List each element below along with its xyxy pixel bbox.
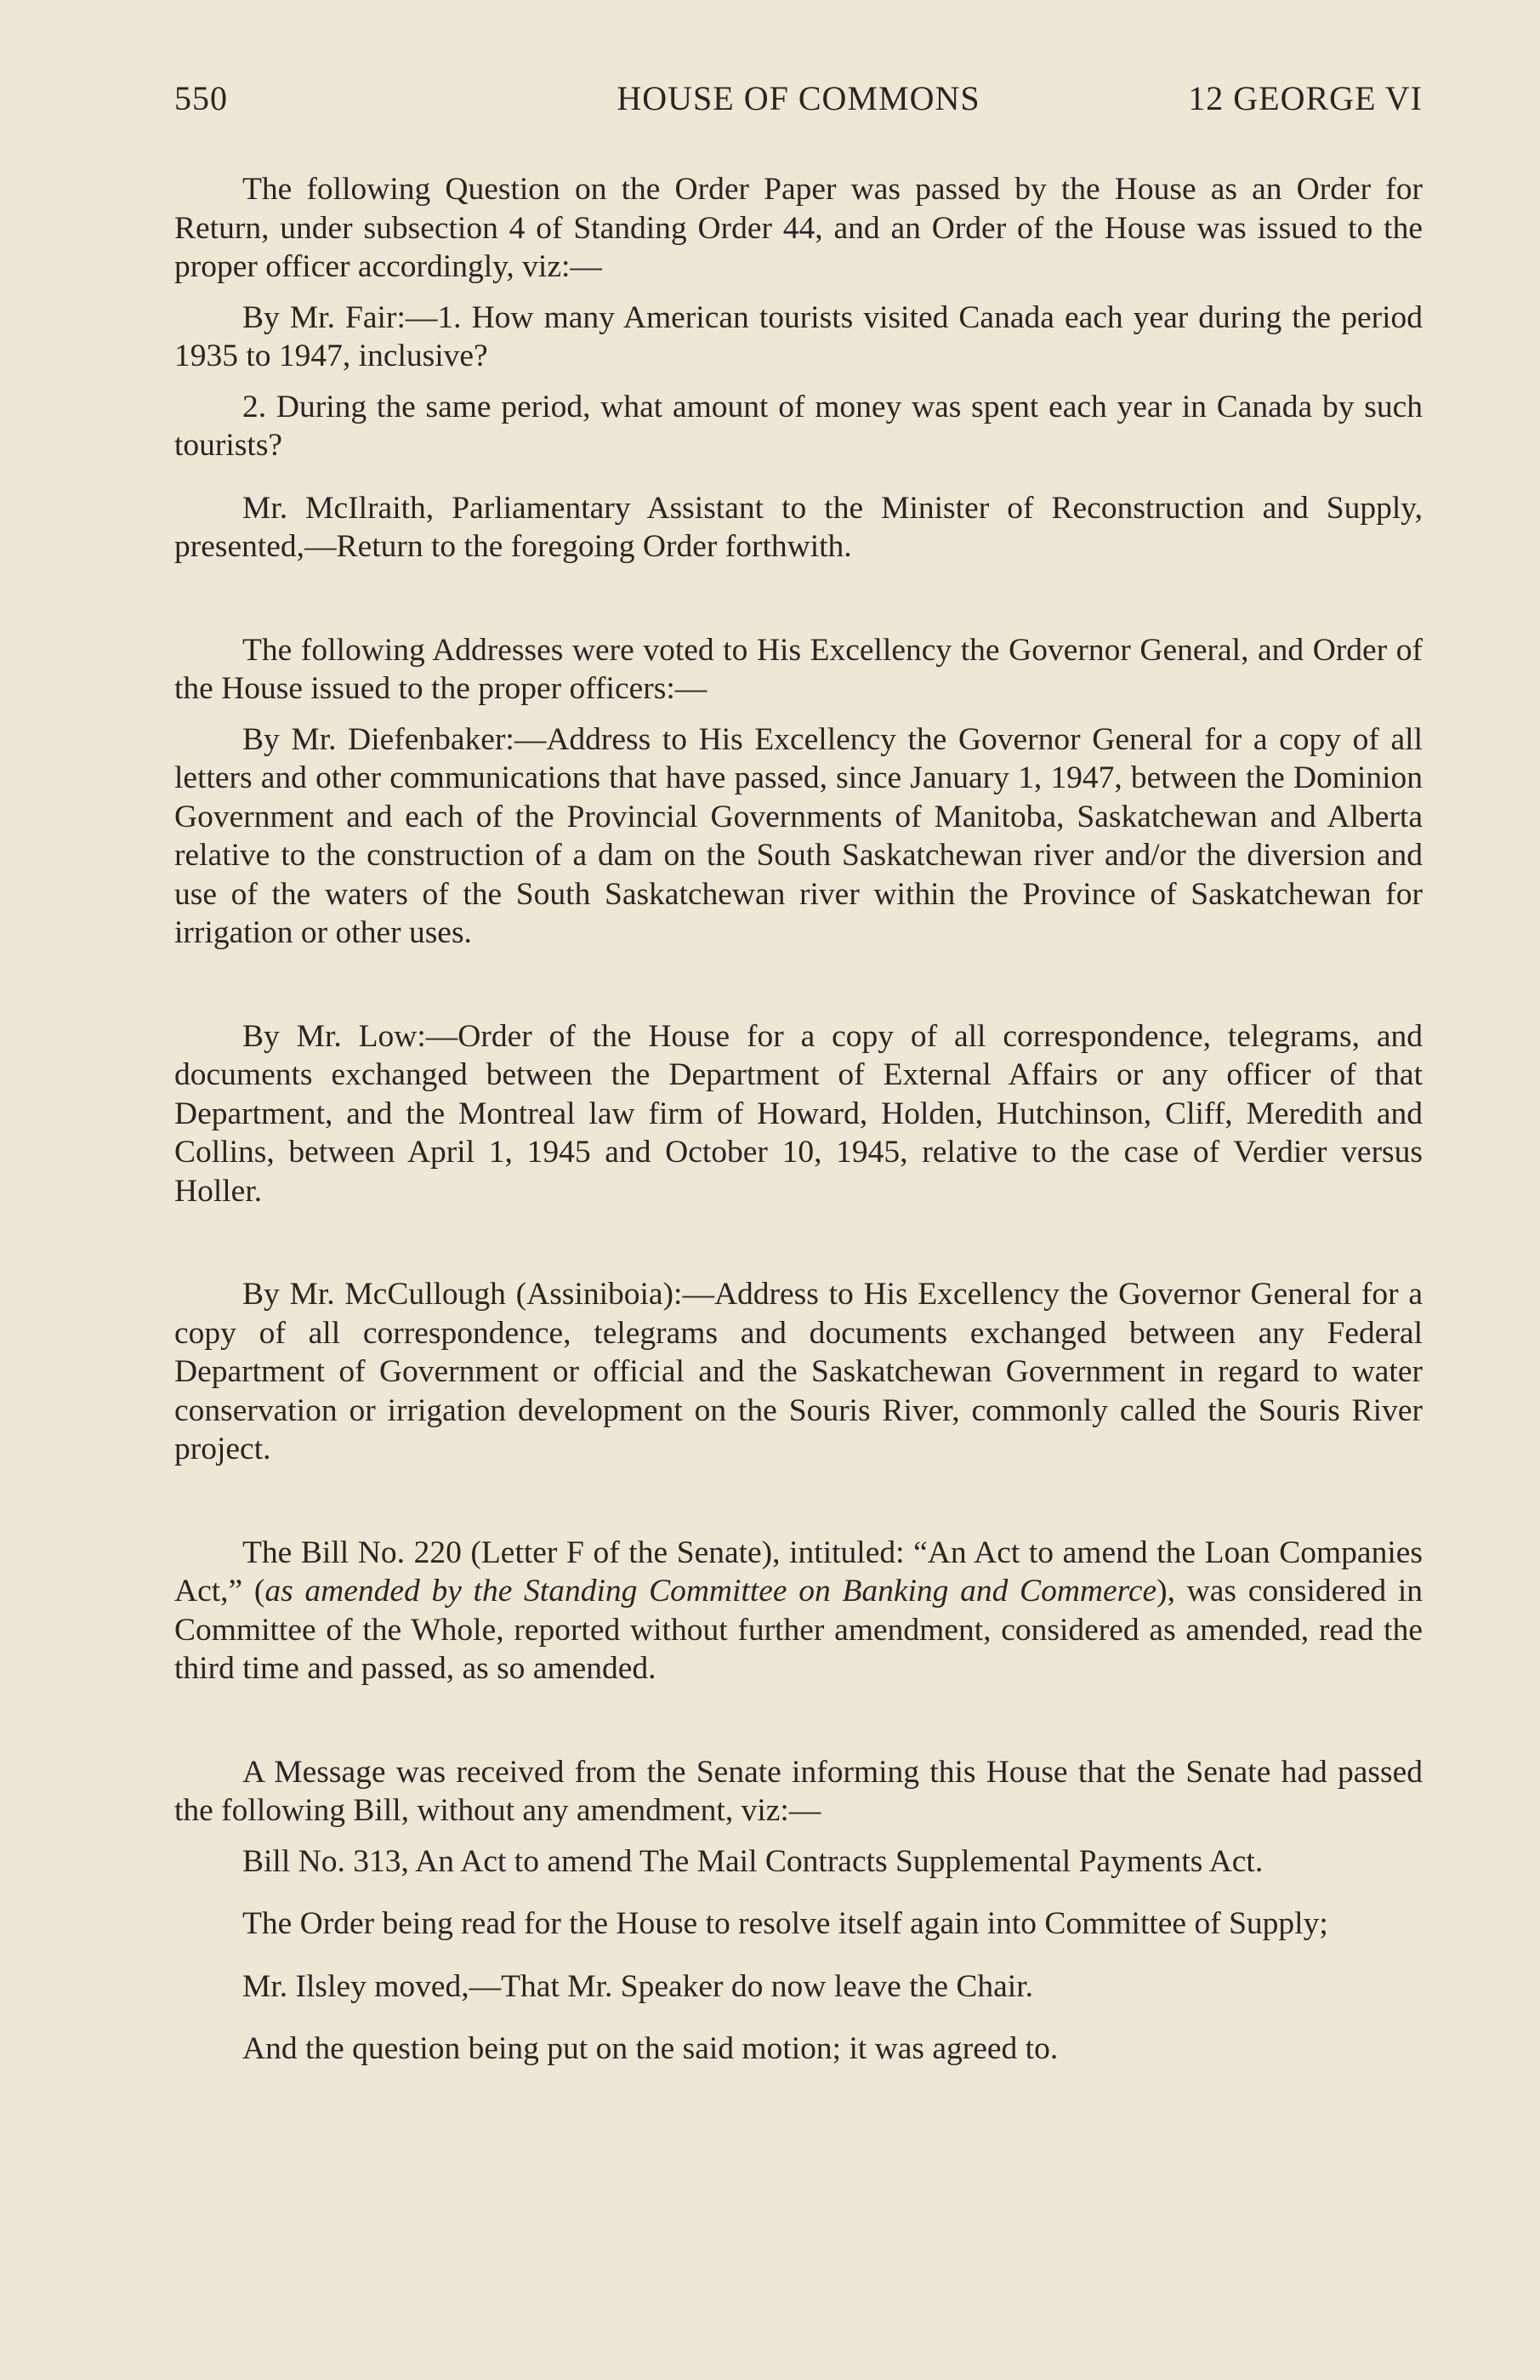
order-for-return-intro: The following Question on the Order Paper was passed by the House as an Order for Return, under subsection 4 of Standing Order 44, and an Order of the House was issued to the proper officer accordingly, viz:— [174,172,1423,284]
ilsley-motion: Mr. Ilsley moved,—That Mr. Speaker do now leave the Chair. [242,1968,1034,2004]
reign-year: 12 GEORGE VI [1188,79,1423,117]
addresses-intro: The following Addresses were voted to His Excellency the Governor General, and Order of the House issued to the proper officers:— [174,632,1423,706]
page-number: 550 [174,79,228,117]
page-title: HOUSE OF COMMONS [617,79,980,117]
question-agreed: And the question being put on the said motion; it was agreed to. [242,2031,1059,2066]
bill-220-paragraph [174,1534,1423,1688]
address-mccullough: By Mr. McCullough (Assiniboia):—Address to His Excellency the Governor General for a copy of all correspondence, telegrams and documents exchanged between any Federal Department of Government or official and the Saskatchewan Government in regard to water conservation or irrigation development on the Souris River, commonly called the Souris River project. [174,1277,1423,1466]
bill-220-text-start: The Bill No. 220 (Letter F of the Senate), intituled: “An Act to amend the Loan Companies Act,” ( [174,1534,1423,1608]
bill-313: Bill No. 313, An Act to amend The Mail Contracts Supplemental Payments Act. [242,1843,1264,1879]
bill-220-text-end: ), was considered in Committee of the Whole, reported without further amendment, considered as amended, read the third time and passed, as so amended. [174,1574,1423,1686]
journal-body [174,170,1423,2069]
order-committee-of-supply: The Order being read for the House to resolve itself again into Committee of Supply; [242,1906,1328,1941]
senate-message: A Message was received from the Senate informing this House that the Senate had passed the following Bill, without any amendment, viz:— [174,1754,1423,1828]
order-low: By Mr. Low:—Order of the House for a copy of all correspondence, telegrams, and documents exchanged between the Department of External Affairs or any officer of that Department, and the Montreal law firm of Howard, Holden, Hutchinson, Cliff, Meredith and Collins, between April 1, 1945 and October 10, 1945, relative to the case of Verdier versus Holler. [174,1018,1423,1209]
address-diefenbaker: By Mr. Diefenbaker:—Address to His Excellency the Governor General for a copy of all letters and other communications that have passed, since January 1, 1947, between the Dominion Government and each of the Provincial Governments of Manitoba, Saskatchewan and Alberta relative to the construction of a dam on the South Saskatchewan river and/or the diversion and use of the waters of the South Saskatchewan river within the Province of Saskatchewan for irrigation or other uses. [174,721,1423,950]
page-header [174,78,1423,121]
question-fair-1: By Mr. Fair:—1. How many American tourists visited Canada each year during the period 1935 to 1947, inclusive? [174,299,1423,373]
return-presented: Mr. McIlraith, Parliamentary Assistant to the Minister of Reconstruction and Supply, presented,—Return to the foregoing Order forthwith. [174,490,1423,564]
bill-220-italic: as amended by the Standing Committee on Banking and Commerce [264,1574,1157,1608]
question-fair-2: 2. During the same period, what amount of money was spent each year in Canada by such tourists? [174,389,1423,463]
